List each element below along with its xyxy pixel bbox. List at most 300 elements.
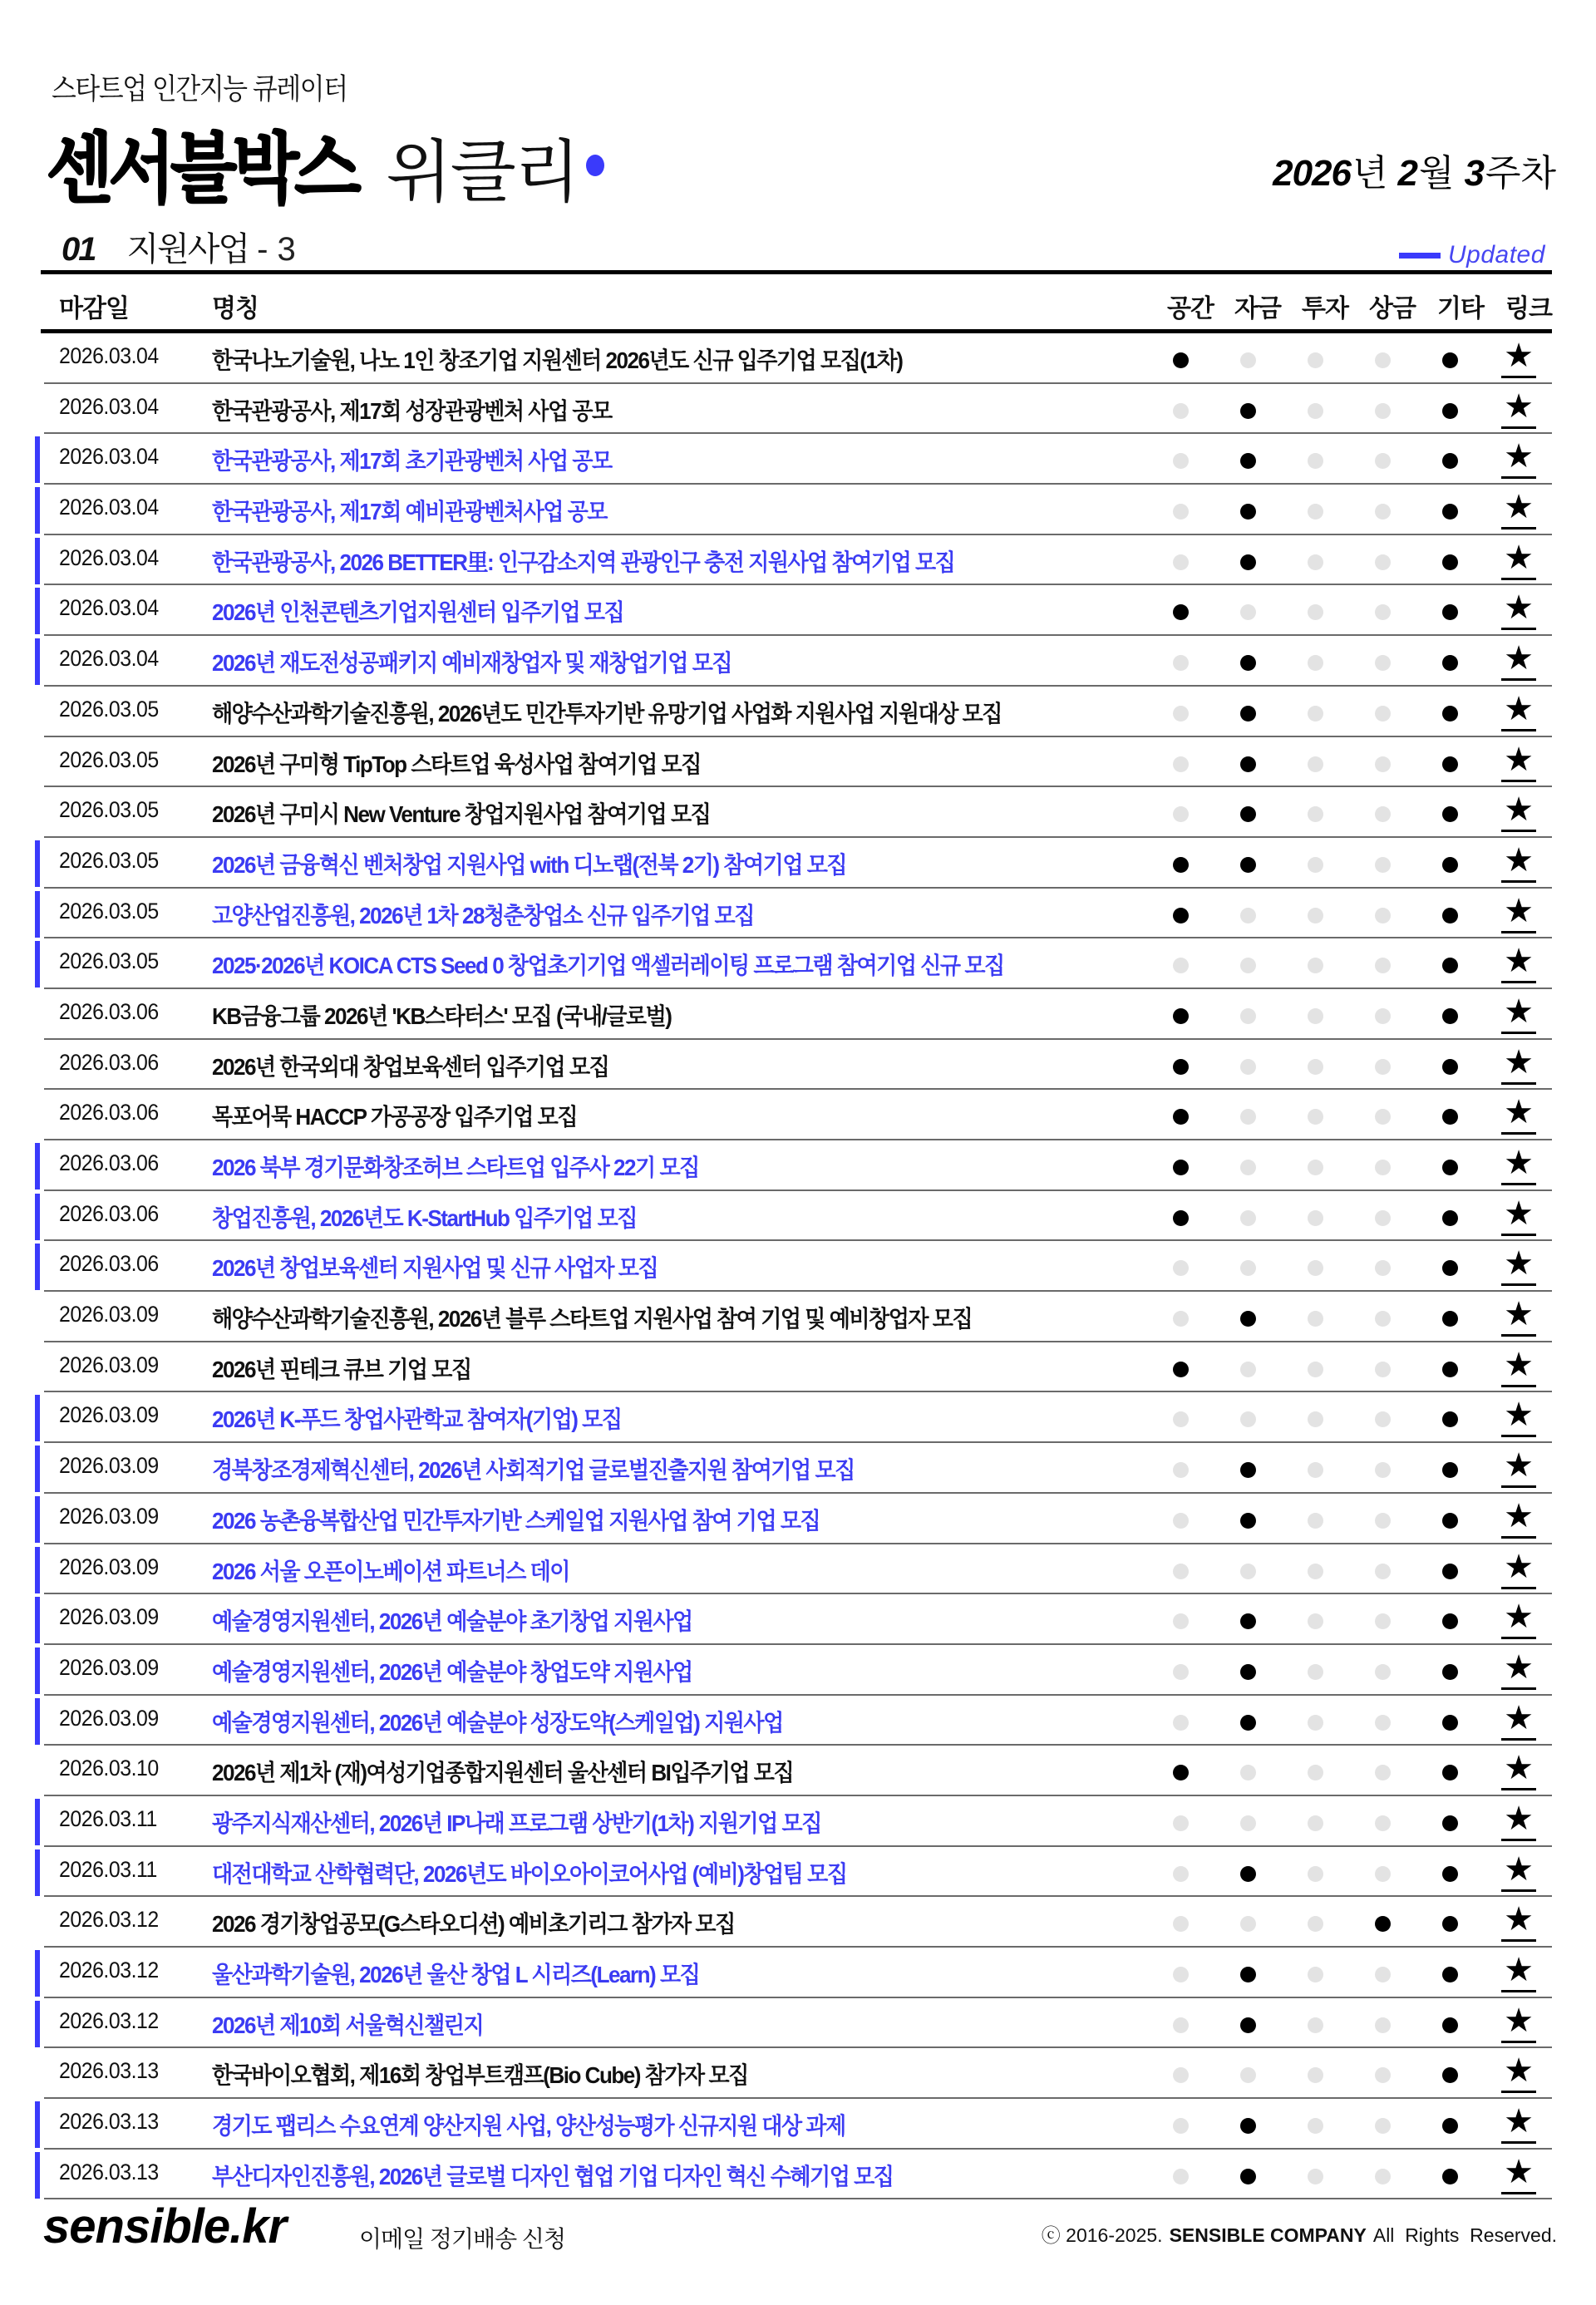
program-name: 한국나노기술원, 나노 1인 창조기업 지원센터 2026년도 신규 입주기업 모집(1차) xyxy=(212,347,903,373)
fund-indicator-icon xyxy=(1240,604,1256,620)
space-indicator-icon xyxy=(1173,1916,1189,1932)
table-row xyxy=(0,1241,1596,1292)
updated-marker-icon xyxy=(35,538,40,584)
copyright-prefix: ⓒ 2016-2025. xyxy=(1041,2224,1163,2246)
updated-marker-icon xyxy=(35,638,40,685)
deadline-date: 2026.03.13 xyxy=(59,2109,159,2135)
link-star-icon[interactable]: ★ xyxy=(1501,1648,1536,1690)
deadline-date: 2026.03.11 xyxy=(59,1856,157,1882)
space-indicator-icon xyxy=(1173,554,1189,570)
invest-indicator-icon xyxy=(1308,756,1323,772)
program-name: 울산과학기술원, 2026년 울산 창업 L 시리즈(Learn) 모집 xyxy=(212,1962,700,1987)
fund-indicator-icon xyxy=(1240,1008,1256,1024)
program-name: 2026 서울 오픈이노베이션 파트너스 데이 xyxy=(212,1558,569,1584)
prize-indicator-icon xyxy=(1375,1916,1391,1932)
prize-indicator-icon xyxy=(1375,604,1391,620)
link-star-icon[interactable]: ★ xyxy=(1501,1497,1536,1539)
invest-indicator-icon xyxy=(1308,2067,1323,2083)
newsletter-subtitle: 스타트업 인간지능 큐레이터 xyxy=(52,73,347,106)
invest-indicator-icon xyxy=(1308,1916,1323,1932)
fund-indicator-icon xyxy=(1240,554,1256,570)
space-indicator-icon xyxy=(1173,1362,1189,1377)
etc-indicator-icon xyxy=(1442,403,1458,419)
link-star-icon[interactable]: ★ xyxy=(1501,2002,1536,2043)
column-invest: 투자 xyxy=(1302,295,1348,323)
section-number: 01 xyxy=(62,231,96,268)
space-indicator-icon xyxy=(1173,1109,1189,1125)
space-indicator-icon xyxy=(1173,2067,1189,2083)
deadline-date: 2026.03.06 xyxy=(59,1251,159,1277)
table-row xyxy=(0,938,1596,989)
table-row xyxy=(0,838,1596,889)
program-name: 2026년 제10회 서울혁신챌린지 xyxy=(212,2012,484,2038)
invest-indicator-icon xyxy=(1308,806,1323,822)
table-row xyxy=(0,1897,1596,1948)
program-name: 2026년 재도전성공패키지 예비재창업자 및 재창업기업 모집 xyxy=(212,650,732,677)
section-heading xyxy=(62,223,296,270)
deadline-date: 2026.03.13 xyxy=(59,2159,159,2184)
updated-marker-icon xyxy=(35,941,40,988)
link-star-icon[interactable]: ★ xyxy=(1501,1598,1536,1639)
fund-indicator-icon xyxy=(1240,1059,1256,1075)
program-name: 2026년 제1차 (재)여성기업종합지원센터 울산센터 BI입주기업 모집 xyxy=(212,1760,794,1786)
link-star-icon[interactable]: ★ xyxy=(1501,2102,1536,2144)
deadline-date: 2026.03.10 xyxy=(59,1756,159,1781)
deadline-date: 2026.03.12 xyxy=(59,2007,159,2033)
prize-indicator-icon xyxy=(1375,2067,1391,2083)
prize-indicator-icon xyxy=(1375,1411,1391,1427)
deadline-date: 2026.03.13 xyxy=(59,2058,159,2084)
space-indicator-icon xyxy=(1173,1462,1189,1478)
deadline-date: 2026.03.04 xyxy=(59,544,159,570)
space-indicator-icon xyxy=(1173,2118,1189,2134)
fund-indicator-icon xyxy=(1240,2067,1256,2083)
prize-indicator-icon xyxy=(1375,806,1391,822)
table-row xyxy=(0,1040,1596,1091)
table-row xyxy=(0,889,1596,939)
space-indicator-icon xyxy=(1173,1160,1189,1175)
prize-indicator-icon xyxy=(1375,2169,1391,2184)
link-star-icon[interactable]: ★ xyxy=(1501,1144,1536,1185)
link-star-icon[interactable]: ★ xyxy=(1501,841,1536,883)
invest-indicator-icon xyxy=(1308,453,1323,469)
deadline-date: 2026.03.09 xyxy=(59,1705,159,1731)
invest-indicator-icon xyxy=(1308,1362,1323,1377)
table-row xyxy=(0,535,1596,586)
etc-indicator-icon xyxy=(1442,604,1458,620)
link-star-icon[interactable]: ★ xyxy=(1501,1043,1536,1085)
space-indicator-icon xyxy=(1173,1210,1189,1226)
fund-indicator-icon xyxy=(1240,1109,1256,1125)
program-name: 2026년 구미형 TipTop 스타트업 육성사업 참여기업 모집 xyxy=(212,751,701,777)
etc-indicator-icon xyxy=(1442,2067,1458,2083)
column-fund: 자금 xyxy=(1234,295,1281,323)
space-indicator-icon xyxy=(1173,1613,1189,1629)
link-star-icon[interactable]: ★ xyxy=(1501,337,1536,378)
link-star-icon[interactable]: ★ xyxy=(1501,1244,1536,1286)
prize-indicator-icon xyxy=(1375,1866,1391,1882)
table-row xyxy=(0,485,1596,535)
link-star-icon[interactable]: ★ xyxy=(1501,892,1536,933)
prize-indicator-icon xyxy=(1375,908,1391,923)
issue-week-unit: 주차 xyxy=(1485,153,1556,194)
updated-marker-icon xyxy=(35,891,40,938)
program-name: 해양수산과학기술진흥원, 2026년도 민간투자기반 유망기업 사업화 지원사업 지원대상 모집 xyxy=(212,700,1002,726)
deadline-date: 2026.03.06 xyxy=(59,1049,159,1075)
fund-indicator-icon xyxy=(1240,453,1256,469)
link-star-icon[interactable]: ★ xyxy=(1501,2051,1536,2093)
prize-indicator-icon xyxy=(1375,1715,1391,1731)
link-star-icon[interactable]: ★ xyxy=(1501,589,1536,630)
invest-indicator-icon xyxy=(1308,1815,1323,1831)
deadline-date: 2026.03.04 xyxy=(59,595,159,621)
program-name: 한국관광공사, 제17회 초기관광벤처 사업 공모 xyxy=(212,448,612,475)
program-name: 2026년 핀테크 큐브 기업 모집 xyxy=(212,1356,471,1382)
invest-indicator-icon xyxy=(1308,1411,1323,1427)
etc-indicator-icon xyxy=(1442,2169,1458,2184)
space-indicator-icon xyxy=(1173,1765,1189,1780)
invest-indicator-icon xyxy=(1308,1866,1323,1882)
space-indicator-icon xyxy=(1173,1059,1189,1075)
fund-indicator-icon xyxy=(1240,1715,1256,1731)
etc-indicator-icon xyxy=(1442,2017,1458,2033)
fund-indicator-icon xyxy=(1240,1664,1256,1680)
link-star-icon[interactable]: ★ xyxy=(1501,1850,1536,1892)
space-indicator-icon xyxy=(1173,706,1189,722)
space-indicator-icon xyxy=(1173,1411,1189,1427)
prize-indicator-icon xyxy=(1375,352,1391,368)
updated-marker-icon xyxy=(35,840,40,887)
space-indicator-icon xyxy=(1173,1866,1189,1882)
fund-indicator-icon xyxy=(1240,1916,1256,1932)
invest-indicator-icon xyxy=(1308,2169,1323,2184)
program-name: 2026년 창업보육센터 지원사업 및 신규 사업자 모집 xyxy=(212,1255,658,1282)
prize-indicator-icon xyxy=(1375,2017,1391,2033)
etc-indicator-icon xyxy=(1442,806,1458,822)
title-light: 위클리 xyxy=(386,135,579,210)
link-star-icon[interactable]: ★ xyxy=(1501,1446,1536,1488)
fund-indicator-icon xyxy=(1240,706,1256,722)
prize-indicator-icon xyxy=(1375,1815,1391,1831)
prize-indicator-icon xyxy=(1375,1462,1391,1478)
deadline-date: 2026.03.09 xyxy=(59,1604,159,1630)
updated-marker-icon xyxy=(35,1597,40,1643)
invest-indicator-icon xyxy=(1308,1967,1323,1982)
updated-legend-label: Updated xyxy=(1448,241,1545,268)
prize-indicator-icon xyxy=(1375,453,1391,469)
link-star-icon[interactable]: ★ xyxy=(1501,1951,1536,1992)
table-row xyxy=(0,2150,1596,2200)
etc-indicator-icon xyxy=(1442,2118,1458,2134)
etc-indicator-icon xyxy=(1442,1411,1458,1427)
column-deadline: 마감일 xyxy=(59,295,129,323)
etc-indicator-icon xyxy=(1442,958,1458,973)
link-star-icon[interactable]: ★ xyxy=(1501,1749,1536,1790)
space-indicator-icon xyxy=(1173,604,1189,620)
link-star-icon[interactable]: ★ xyxy=(1501,1548,1536,1589)
updated-marker-icon xyxy=(35,1143,40,1189)
fund-indicator-icon xyxy=(1240,1866,1256,1882)
invest-indicator-icon xyxy=(1308,1462,1323,1478)
title-bold: 센서블박스 xyxy=(47,127,357,212)
link-star-icon[interactable]: ★ xyxy=(1501,1396,1536,1437)
deadline-date: 2026.03.05 xyxy=(59,797,159,823)
prize-indicator-icon xyxy=(1375,958,1391,973)
fund-indicator-icon xyxy=(1240,1411,1256,1427)
link-star-icon[interactable]: ★ xyxy=(1501,639,1536,681)
fund-indicator-icon xyxy=(1240,1160,1256,1175)
etc-indicator-icon xyxy=(1442,504,1458,520)
link-star-icon[interactable]: ★ xyxy=(1501,1295,1536,1337)
link-star-icon[interactable]: ★ xyxy=(1501,437,1536,479)
prize-indicator-icon xyxy=(1375,403,1391,419)
updated-marker-icon xyxy=(35,1647,40,1694)
fund-indicator-icon xyxy=(1240,1260,1256,1276)
table-row xyxy=(0,2048,1596,2099)
updated-marker-icon xyxy=(35,1395,40,1441)
program-name: 경기도 팹리스 수요연계 양산지원 사업, 양산성능평가 신규지원 대상 과제 xyxy=(212,2113,845,2140)
etc-indicator-icon xyxy=(1442,1664,1458,1680)
deadline-date: 2026.03.06 xyxy=(59,998,159,1024)
link-star-icon[interactable]: ★ xyxy=(1501,1800,1536,1841)
invest-indicator-icon xyxy=(1308,2118,1323,2134)
deadline-date: 2026.03.04 xyxy=(59,343,159,368)
etc-indicator-icon xyxy=(1442,1715,1458,1731)
program-name: 경북창조경제혁신센터, 2026년 사회적기업 글로벌진출지원 참여기업 모집 xyxy=(212,1457,855,1484)
fund-indicator-icon xyxy=(1240,1513,1256,1529)
invest-indicator-icon xyxy=(1308,1513,1323,1529)
updated-marker-icon xyxy=(35,1446,40,1492)
column-name: 명칭 xyxy=(212,295,259,323)
fund-indicator-icon xyxy=(1240,1210,1256,1226)
program-name: 부산디자인진흥원, 2026년 글로벌 디자인 협업 기업 디자인 혁신 수혜기업 모집 xyxy=(212,2163,894,2189)
etc-indicator-icon xyxy=(1442,1462,1458,1478)
table-row xyxy=(0,1191,1596,1242)
space-indicator-icon xyxy=(1173,655,1189,671)
invest-indicator-icon xyxy=(1308,1059,1323,1075)
program-table-body xyxy=(0,333,1596,2199)
prize-indicator-icon xyxy=(1375,504,1391,520)
prize-indicator-icon xyxy=(1375,1765,1391,1780)
fund-indicator-icon xyxy=(1240,504,1256,520)
footer-logo[interactable]: sensible.kr xyxy=(43,2199,287,2253)
invest-indicator-icon xyxy=(1308,1160,1323,1175)
issue-date xyxy=(1273,143,1556,196)
fund-indicator-icon xyxy=(1240,655,1256,671)
deadline-date: 2026.03.09 xyxy=(59,1503,159,1529)
etc-indicator-icon xyxy=(1442,1311,1458,1327)
link-star-icon[interactable]: ★ xyxy=(1501,690,1536,731)
fund-indicator-icon xyxy=(1240,2169,1256,2184)
fund-indicator-icon xyxy=(1240,756,1256,772)
column-etc: 기타 xyxy=(1437,295,1484,323)
invest-indicator-icon xyxy=(1308,1210,1323,1226)
prize-indicator-icon xyxy=(1375,1210,1391,1226)
link-star-icon[interactable]: ★ xyxy=(1501,1900,1536,1942)
invest-indicator-icon xyxy=(1308,554,1323,570)
link-star-icon[interactable]: ★ xyxy=(1501,1194,1536,1236)
fund-indicator-icon xyxy=(1240,806,1256,822)
newsletter-title xyxy=(47,108,579,212)
invest-indicator-icon xyxy=(1308,857,1323,873)
etc-indicator-icon xyxy=(1442,1059,1458,1075)
deadline-date: 2026.03.05 xyxy=(59,746,159,772)
prize-indicator-icon xyxy=(1375,857,1391,873)
link-star-icon[interactable]: ★ xyxy=(1501,741,1536,782)
etc-indicator-icon xyxy=(1442,554,1458,570)
program-name: 광주지식재산센터, 2026년 IP나래 프로그램 상반기(1차) 지원기업 모집 xyxy=(212,1810,821,1836)
deadline-date: 2026.03.12 xyxy=(59,1958,159,1982)
table-row xyxy=(0,1796,1596,1847)
prize-indicator-icon xyxy=(1375,1613,1391,1629)
etc-indicator-icon xyxy=(1442,1613,1458,1629)
table-row xyxy=(0,1292,1596,1342)
link-star-icon[interactable]: ★ xyxy=(1501,1346,1536,1387)
issue-year-unit: 년 xyxy=(1352,153,1388,194)
deadline-date: 2026.03.09 xyxy=(59,1302,159,1327)
table-header xyxy=(41,276,1552,329)
link-star-icon[interactable]: ★ xyxy=(1501,2153,1536,2194)
link-star-icon[interactable]: ★ xyxy=(1501,539,1536,580)
deadline-date: 2026.03.05 xyxy=(59,898,159,923)
fund-indicator-icon xyxy=(1240,857,1256,873)
table-row xyxy=(0,787,1596,838)
space-indicator-icon xyxy=(1173,1260,1189,1276)
invest-indicator-icon xyxy=(1308,1109,1323,1125)
program-name: 2026년 인천콘텐츠기업지원센터 입주기업 모집 xyxy=(212,599,624,626)
updated-legend-bar-icon xyxy=(1399,253,1441,259)
table-row xyxy=(0,1342,1596,1393)
copyright xyxy=(1042,2220,1557,2248)
deadline-date: 2026.03.06 xyxy=(59,1200,159,1226)
fund-indicator-icon xyxy=(1240,1311,1256,1327)
table-row xyxy=(0,1847,1596,1898)
space-indicator-icon xyxy=(1173,453,1189,469)
table-row xyxy=(0,1948,1596,1998)
program-name: 2026년 구미시 New Venture 창업지원사업 참여기업 모집 xyxy=(212,801,711,828)
fund-indicator-icon xyxy=(1240,1815,1256,1831)
updated-marker-icon xyxy=(35,2001,40,2047)
issue-week: 3 xyxy=(1464,153,1484,194)
prize-indicator-icon xyxy=(1375,1260,1391,1276)
table-row xyxy=(0,737,1596,788)
fund-indicator-icon xyxy=(1240,1564,1256,1579)
space-indicator-icon xyxy=(1173,857,1189,873)
table-row xyxy=(0,989,1596,1040)
deadline-date: 2026.03.04 xyxy=(59,495,159,520)
etc-indicator-icon xyxy=(1442,453,1458,469)
invest-indicator-icon xyxy=(1308,908,1323,923)
space-indicator-icon xyxy=(1173,403,1189,419)
link-star-icon[interactable]: ★ xyxy=(1501,992,1536,1034)
updated-marker-icon xyxy=(35,1496,40,1543)
link-star-icon[interactable]: ★ xyxy=(1501,1699,1536,1741)
prize-indicator-icon xyxy=(1375,655,1391,671)
fund-indicator-icon xyxy=(1240,908,1256,923)
program-name: 2026년 K-푸드 창업사관학교 참여자(기업) 모집 xyxy=(212,1406,622,1433)
table-top-rule xyxy=(41,270,1552,274)
space-indicator-icon xyxy=(1173,806,1189,822)
table-row xyxy=(0,636,1596,687)
space-indicator-icon xyxy=(1173,1008,1189,1024)
copyright-brand: SENSIBLE COMPANY xyxy=(1169,2224,1367,2246)
link-star-icon[interactable]: ★ xyxy=(1501,387,1536,429)
invest-indicator-icon xyxy=(1308,604,1323,620)
link-star-icon[interactable]: ★ xyxy=(1501,1093,1536,1135)
link-star-icon[interactable]: ★ xyxy=(1501,488,1536,529)
link-star-icon[interactable]: ★ xyxy=(1501,942,1536,983)
column-space: 공간 xyxy=(1167,295,1214,323)
deadline-date: 2026.03.09 xyxy=(59,1453,159,1479)
title-dot-icon xyxy=(586,155,604,176)
program-name: 해양수산과학기술진흥원, 2026년 블루 스타트업 지원사업 참여 기업 및 예비창업자 모집 xyxy=(212,1306,973,1332)
table-row xyxy=(0,434,1596,485)
space-indicator-icon xyxy=(1173,504,1189,520)
prize-indicator-icon xyxy=(1375,1564,1391,1579)
updated-marker-icon xyxy=(35,1849,40,1896)
invest-indicator-icon xyxy=(1308,1311,1323,1327)
deadline-date: 2026.03.05 xyxy=(59,696,159,722)
program-name: 창업진흥원, 2026년도 K-StartHub 입주기업 모집 xyxy=(212,1204,637,1231)
program-name: 목포어묵 HACCP 가공공장 입주기업 모집 xyxy=(212,1104,578,1130)
table-row xyxy=(0,1746,1596,1796)
program-name: 한국바이오협회, 제16회 창업부트캠프(Bio Cube) 참가자 모집 xyxy=(212,2062,748,2089)
deadline-date: 2026.03.04 xyxy=(59,646,159,672)
etc-indicator-icon xyxy=(1442,706,1458,722)
etc-indicator-icon xyxy=(1442,908,1458,923)
etc-indicator-icon xyxy=(1442,1260,1458,1276)
program-name: 고양산업진흥원, 2026년 1차 28청춘창업소 신규 입주기업 모집 xyxy=(212,902,754,928)
copyright-suffix: All Rights Reserved. xyxy=(1372,2224,1557,2246)
etc-indicator-icon xyxy=(1442,1866,1458,1882)
prize-indicator-icon xyxy=(1375,1160,1391,1175)
program-name: 2026 농촌융복합산업 민간투자기반 스케일업 지원사업 참여 기업 모집 xyxy=(212,1507,820,1534)
fund-indicator-icon xyxy=(1240,352,1256,368)
prize-indicator-icon xyxy=(1375,1109,1391,1125)
prize-indicator-icon xyxy=(1375,706,1391,722)
etc-indicator-icon xyxy=(1442,1916,1458,1932)
etc-indicator-icon xyxy=(1442,1210,1458,1226)
deadline-date: 2026.03.09 xyxy=(59,1554,159,1579)
email-subscribe-link[interactable]: 이메일 정기배송 신청 xyxy=(359,2226,565,2252)
updated-marker-icon xyxy=(35,1194,40,1240)
etc-indicator-icon xyxy=(1442,1008,1458,1024)
deadline-date: 2026.03.05 xyxy=(59,948,159,974)
deadline-date: 2026.03.06 xyxy=(59,1150,159,1175)
etc-indicator-icon xyxy=(1442,1109,1458,1125)
space-indicator-icon xyxy=(1173,2017,1189,2033)
space-indicator-icon xyxy=(1173,1815,1189,1831)
table-row xyxy=(0,333,1596,384)
deadline-date: 2026.03.11 xyxy=(59,1805,157,1831)
invest-indicator-icon xyxy=(1308,2017,1323,2033)
etc-indicator-icon xyxy=(1442,1160,1458,1175)
table-row xyxy=(0,1645,1596,1696)
table-row xyxy=(0,1443,1596,1494)
program-name: 2026 북부 경기문화창조허브 스타트업 입주사 22기 모집 xyxy=(212,1155,699,1180)
prize-indicator-icon xyxy=(1375,1311,1391,1327)
etc-indicator-icon xyxy=(1442,1765,1458,1780)
deadline-date: 2026.03.09 xyxy=(59,1654,159,1680)
fund-indicator-icon xyxy=(1240,1462,1256,1478)
etc-indicator-icon xyxy=(1442,1815,1458,1831)
invest-indicator-icon xyxy=(1308,1008,1323,1024)
fund-indicator-icon xyxy=(1240,2118,1256,2134)
link-star-icon[interactable]: ★ xyxy=(1501,790,1536,832)
etc-indicator-icon xyxy=(1442,655,1458,671)
fund-indicator-icon xyxy=(1240,1967,1256,1982)
etc-indicator-icon xyxy=(1442,352,1458,368)
